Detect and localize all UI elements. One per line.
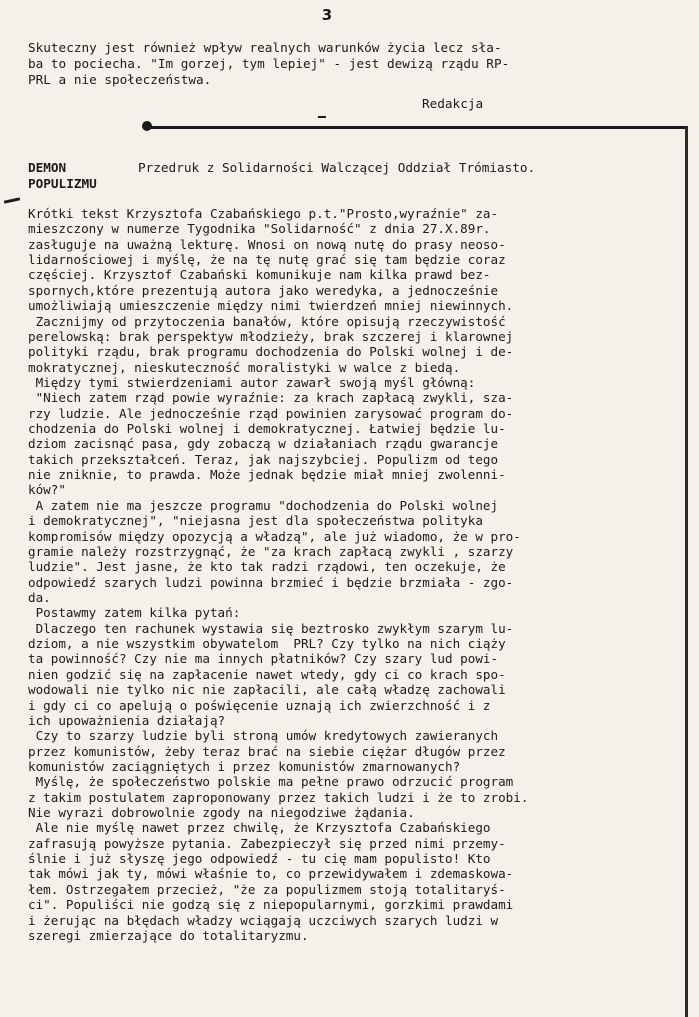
editorial-signature: Redakcja (422, 96, 484, 111)
intro-line: ba to pociecha. "Im gorzej, tym lepiej" - jest dewizą rządu RP- (28, 56, 510, 71)
article-line: Między tymi stwierdzeniami autor zawarł swoją myśl główną: (28, 374, 476, 390)
article-line: i gdy ci co apelują o poświęcenie uznają ich zwierzchność i z (28, 697, 491, 713)
ink-mark (4, 197, 20, 203)
article-line: polityki rządu, brak programu dochodzenia do Polski wolnej i de- (28, 344, 514, 360)
article-line: Dlaczego ten rachunek wystawia się beztrosko zwykłym szarym lu- (28, 620, 514, 636)
article-line: odpowiedź szarych ludzi powinna brzmieć i będzie brzmiała - zgo- (28, 574, 514, 590)
article-line: nie zniknie, to prawda. Może jednak będzie miał mniej zwolenni- (28, 467, 506, 483)
article-line: ków?" (28, 482, 66, 498)
section-title-line: POPULIZMU (28, 176, 97, 191)
article-body (28, 206, 683, 943)
article-line: da. (28, 589, 51, 605)
section-title-line: DEMON (28, 160, 67, 175)
page-number: 3 (321, 6, 333, 24)
article-line: lidarnościowej i myślę, że na tę nutę grać się tam będzie coraz (28, 252, 506, 268)
article-line: umożliwiają umieszczenie między nimi twierdzeń mniej niewinnych. (28, 298, 514, 314)
article-line: ta powinność? Czy nie ma innych płatników? Czy szary lud powi- (28, 651, 499, 667)
article-line: ludzie". Jest jasne, że kto tak radzi rządowi, ten oczekuje, że (28, 559, 506, 575)
article-line: nien godzić się na zapłacenie nawet wtedy, gdy ci co krach spo- (28, 666, 506, 682)
article-line: i demokratycznej", "niejasna jest dla społeczeństwa polityka (28, 513, 483, 529)
intro-line: Skuteczny jest również wpływ realnych warunków życia lecz sła- (28, 40, 502, 55)
article-line: rzy ludzie. Ale jednocześnie rząd powinien zarysować program do- (28, 405, 514, 421)
article-line: A zatem nie ma jeszcze programu "dochodzenia do Polski wolnej (28, 497, 499, 513)
article-line: Myślę, że społeczeństwo polskie ma pełne prawo odrzucić program (28, 774, 514, 790)
article-line: komunistów zaciągniętych i przez komunistów zmarnowanych? (28, 758, 461, 774)
article-line: ślnie i już słyszę jego odpowiedź - tu cię mam populisto! Kto (28, 851, 491, 867)
section-title (28, 160, 97, 192)
article-line: takich przekształceń. Teraz, jak najszybciej. Populizm od tego (28, 451, 499, 467)
article-line: Krótki tekst Krzysztofa Czabańskiego p.t."Prosto,wyraźnie" za- (28, 206, 499, 221)
article-line: mokratycznej, nieskuteczność moralistyki w walce z biedą. (28, 359, 461, 375)
article-line: i żerując na błędach władzy wciągają uczciwych szarych ludzi w (28, 912, 499, 928)
article-line: dziom, a nie wszystkim obywatelom PRL? Czy tylko na nich ciąży (28, 636, 506, 652)
article-line: ich upoważnienia działają? (28, 712, 226, 728)
article-line: kompromisów między opozycją a władzą", ale już wiadomo, że w pro- (28, 528, 521, 544)
article-line: Postawmy zatem kilka pytań: (28, 605, 241, 621)
article-line: ci". Populiści nie godzą się z niepopularnymi, gorzkimi prawdami (28, 897, 514, 913)
article-line: tak mówi jak ty, mówi właśnie to, co przewidywałem i zdemaskowa- (28, 866, 514, 882)
article-line: spornych,które prezentują autora jako weredyka, a jednocześnie (28, 282, 499, 298)
column-rule (685, 126, 688, 1017)
article-line: z takim postulatem zaproponowany przez takich ludzi i że to zrobi. (28, 789, 529, 805)
article-line: częściej. Krzysztof Czabański komunikuje nam kilka prawd bez- (28, 267, 491, 283)
article-line: Ale nie myślę nawet przez chwilę, że Krzysztofa Czabańskiego (28, 820, 491, 836)
article-line: zasługuje na uważną lekturę. Wnosi on nową nutę do prasy neoso- (28, 236, 506, 252)
article-line: zafrasują powyższe pytania. Zabezpieczył się przed nimi przemy- (28, 835, 506, 851)
section-divider (150, 126, 686, 129)
reprint-note: Przedruk z Solidarności Walczącej Oddział Trómiasto. (138, 160, 536, 175)
intro-line: PRL a nie społeczeństwa. (28, 72, 212, 87)
article-line: Zacznijmy od przytoczenia banałów, które opisują rzeczywistość (28, 313, 506, 329)
article-line: przez komunistów, żeby teraz brać na siebie ciężar długów przez (28, 743, 506, 759)
article-line: "Niech zatem rząd powie wyraźnie: za krach zapłacą zwykli, sza- (28, 390, 514, 406)
article-line: dziom zacisnąć pasa, gdy zobaczą w działaniach rządu gwarancje (28, 436, 499, 452)
article-line: Nie wyrazi dobrowolnie zgody na niegodziwe żądania. (28, 805, 415, 821)
article-line: wodowali nie tylko nic nie zapłacili, ale całą władzę zachowali (28, 682, 506, 698)
article-line: chodzenia do Polski wolnej i demokratycznej. Łatwiej będzie lu- (28, 421, 506, 437)
intro-paragraph (28, 40, 678, 88)
article-line: łem. Ostrzegałem przecież, "że za populizmem stoją totalitaryś- (28, 881, 506, 897)
article-line: gramie należy rozstrzygnąć, że "za krach zapłacą zwykli , szarzy (28, 543, 514, 559)
article-line: mieszczony w numerze Tygodnika "Solidarność" z dnia 27.X.89r. (28, 221, 491, 237)
article-line: szeregi zmierzające do totalitaryzmu. (28, 927, 309, 943)
article-line: Czy to szarzy ludzie byli stroną umów kredytowych zawieranych (28, 728, 499, 744)
article-line: perelowską: brak perspektyw młodzieży, brak szczerej i klarownej (28, 328, 514, 344)
ink-mark (318, 116, 326, 118)
